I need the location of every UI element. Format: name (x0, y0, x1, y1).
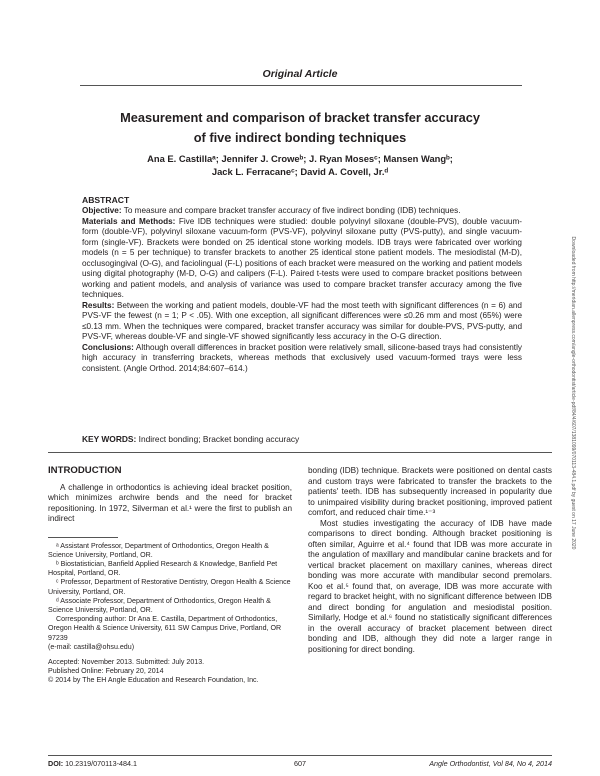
download-watermark (566, 230, 576, 560)
keywords (82, 434, 522, 444)
doi-label: DOI: (48, 759, 64, 768)
copyright: © 2014 by The EH Angle Education and Research Foundation, Inc. (48, 676, 259, 685)
intro-paragraph-right-2: Most studies investigating the accuracy of IDB have made comparisons to direct bonding. Although bracket positioning is often similar, Aguirre et al.⁴ found that IDB was more accurate in the angulation of maxillary and mandibular canine brackets and for vertical bracket placement on maxillary canines, whereas direct bonding was more accurate with mandibular second premolars. Koo et al.⁵ found that, on average, IDB was more accurate with regard to bracket height, with no significant difference between IDB and direct bonding for angulation and mesiodistal position. Similarly, Hodge et al.⁶ found no statistically significant differences in the overall accuracy of bracket placement between direct bonding and IDB, although they did note a larger range in positioning for direct bonding. (308, 518, 552, 654)
footnote-rule (48, 537, 118, 538)
objective-label: Objective: (82, 206, 122, 215)
methods-text: Five IDB techniques were studied: double polyvinyl siloxane (double-PVS), double vacuum-form (double-VF), polyvinyl siloxane vacuum-form (PVS-VF), polyvinyl siloxane putty (PVS-putty), and single vacuum-form (single-VF). Brackets were bonded on 25 identical stone working models. IDB trays were fabricated over working models (n = 5 per technique) to transfer brackets to another 25 identical stone patient models. The mesiodistal (M-D), occlusogingival (O-G), and faciolingual (F-L) positions of each bracket were measured on the working and patient models using digital photography (M-D, O-G) and calipers (F-L). Paired t-tests were used to compare bracket positions between working and patient models, and analysis of variance was used to compare bracket transfer accuracy among the five techniques. (82, 216, 522, 299)
footnote-b: ᵇ Biostatistician, Banfield Applied Research & Knowledge, Banfield Pet Hospital, Portland, OR. (48, 559, 278, 578)
abstract-heading: ABSTRACT (82, 195, 130, 205)
left-column (48, 466, 292, 686)
authors-line-1: Ana E. Castillaᵃ; Jennifer J. Croweᵇ; J. Ryan Mosesᶜ; Mansen Wangᵇ; (147, 153, 453, 164)
abstract (82, 195, 522, 374)
title-line-1: Measurement and comparison of bracket transfer accuracy (120, 110, 480, 125)
paper-title (60, 108, 540, 148)
abstract-conclusions (82, 343, 522, 375)
corresponding-email: (e-mail: castilla@ohsu.edu) (48, 642, 135, 651)
objective-text: To measure and compare bracket transfer accuracy of five indirect bonding (IDB) techniques. (121, 206, 461, 215)
conclusions-text: Although overall differences in bracket position were relatively small, silicone-based trays had consistently high accuracy in transferring brackets, whereas methods that exclusively used vacuum-formed trays were less consistent. (Angle Orthod. 2014;84:607–614.) (82, 342, 522, 373)
author-footnotes (48, 542, 292, 652)
header-rule (80, 85, 522, 86)
results-text: Between the working and patient models, double-VF had the most teeth with significant differences (n = 6) and PVS-VF the fewest (n = 1; P < .05). With one exception, all significant differences were ≤0.26 mm and most (65%) were ≤0.13 mm. When the techniques were compared, bracket transfer accuracy was similar for double-PVS, PVS-putty, and PVS-VF, whereas double-VF and single-VF showed significantly less accuracy in the O-G direction. (82, 300, 522, 341)
abstract-results (82, 301, 522, 343)
published-date: Published Online: February 20, 2014 (48, 667, 164, 676)
results-label: Results: (82, 300, 115, 310)
corresponding-author: Corresponding author: Dr Ana E. Castilla, Department of Orthodontics, Oregon Health & Science University, 611 SW Campus Drive, Portland, OR 97239 (48, 615, 282, 642)
intro-paragraph-left: A challenge in orthodontics is achieving ideal bracket position, which minimizes archwire bends and the need for bracket repositioning. In 1972, Silverman et al.¹ were the first to publish an indirect (48, 482, 292, 523)
intro-paragraph-right-1: bonding (IDB) technique. Brackets were positioned on dental casts and custom trays were fabricated to transfer the brackets to the patients' teeth. IDB has subsequently increased in popularity due to unimpaired visibility during bracket positioning, improved patient comfort, and reduced chair time.¹⁻³ (308, 466, 552, 517)
footnote-c: ᶜ Professor, Department of Restorative Dentistry, Oregon Health & Science University, Portland, OR. (48, 578, 291, 596)
download-watermark-text: Downloaded from http://meridian.allenpress.com/angle-orthodontist/article-pdf/84/4/607/1381099/070113-484.1.pdf by guest on 17 June 2020 (570, 236, 576, 550)
section-rule (48, 452, 552, 453)
page-number: 607 (294, 759, 306, 768)
footnote-d: ᵈ Associate Professor, Department of Orthodontics, Oregon Health & Science University, Portland, OR. (48, 596, 271, 614)
footer-rule (48, 755, 552, 756)
article-type-label: Original Article (262, 68, 338, 80)
keywords-label: KEY WORDS: (82, 434, 137, 444)
publication-info (48, 658, 292, 686)
abstract-objective (82, 206, 522, 217)
footnote-a: ᵃ Assistant Professor, Department of Orthodontics, Oregon Health & Science University, Portland, OR. (48, 541, 269, 559)
title-line-2: of five indirect bonding techniques (193, 130, 407, 145)
right-column (308, 466, 552, 655)
authors-line-2: Jack L. Ferracaneᶜ; David A. Covell, Jr.ᵈ (211, 165, 389, 177)
intro-heading: INTRODUCTION (48, 465, 122, 476)
methods-label: Materials and Methods: (82, 216, 176, 226)
abstract-methods (82, 217, 522, 301)
keywords-text: Indirect bonding; Bracket bonding accuracy (136, 434, 300, 444)
journal-citation: Angle Orthodontist, Vol 84, No 4, 2014 (429, 759, 552, 768)
accepted-date: Accepted: November 2013. Submitted: July 2013. (48, 657, 205, 666)
doi-value: 10.2319/070113-484.1 (63, 759, 137, 768)
conclusions-label: Conclusions: (82, 342, 134, 352)
author-list (60, 153, 540, 178)
